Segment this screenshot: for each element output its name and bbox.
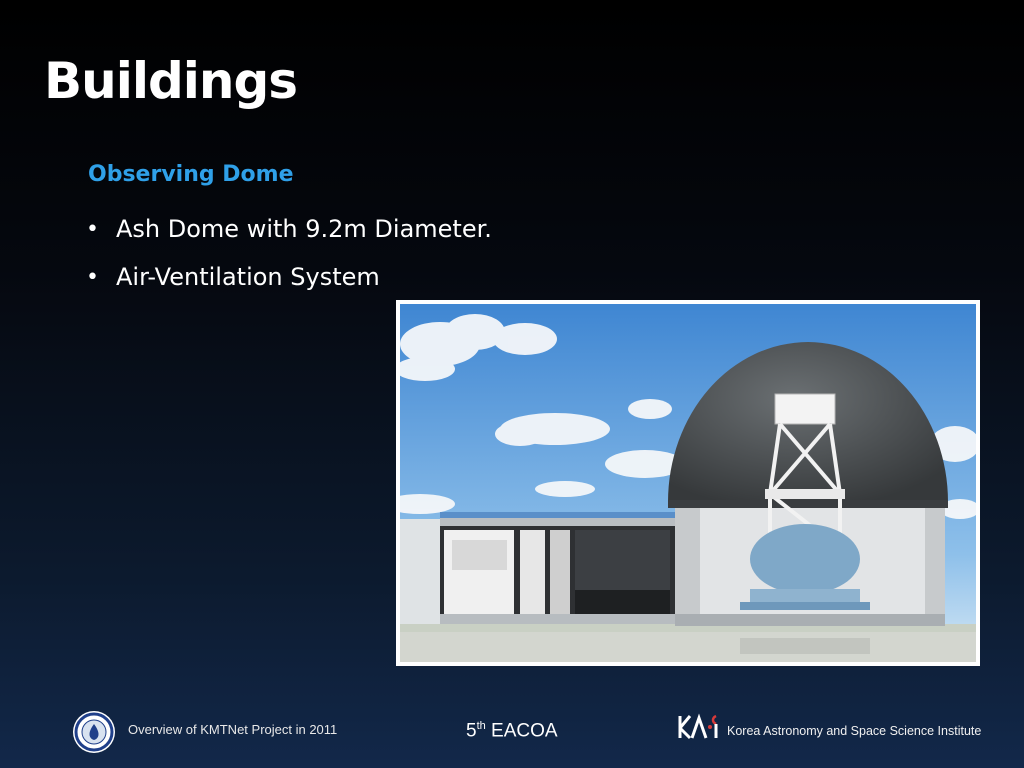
bullet-text: Ash Dome with 9.2m Diameter. bbox=[116, 215, 492, 243]
footer-presentation-title: Overview of KMTNet Project in 2011 bbox=[128, 722, 338, 737]
bullet-icon: • bbox=[86, 216, 99, 242]
bullet-item bbox=[86, 253, 492, 301]
footer-conference bbox=[466, 720, 558, 742]
institute-name: Korea Astronomy and Space Science Institute bbox=[727, 724, 982, 738]
slide-title: Buildings bbox=[44, 52, 298, 110]
university-seal-icon bbox=[72, 710, 116, 754]
bullet-text: Air-Ventilation System bbox=[116, 263, 380, 291]
dome-rendering-image bbox=[396, 300, 980, 666]
bullet-item bbox=[86, 205, 492, 253]
bullet-icon: • bbox=[86, 264, 99, 290]
conference-name: EACOA bbox=[491, 720, 558, 742]
section-subtitle: Observing Dome bbox=[88, 162, 294, 187]
conference-ordinal: th bbox=[476, 720, 486, 732]
bullet-list bbox=[86, 205, 492, 301]
conference-number: 5 bbox=[466, 720, 477, 742]
kasi-logo-icon bbox=[678, 712, 722, 742]
